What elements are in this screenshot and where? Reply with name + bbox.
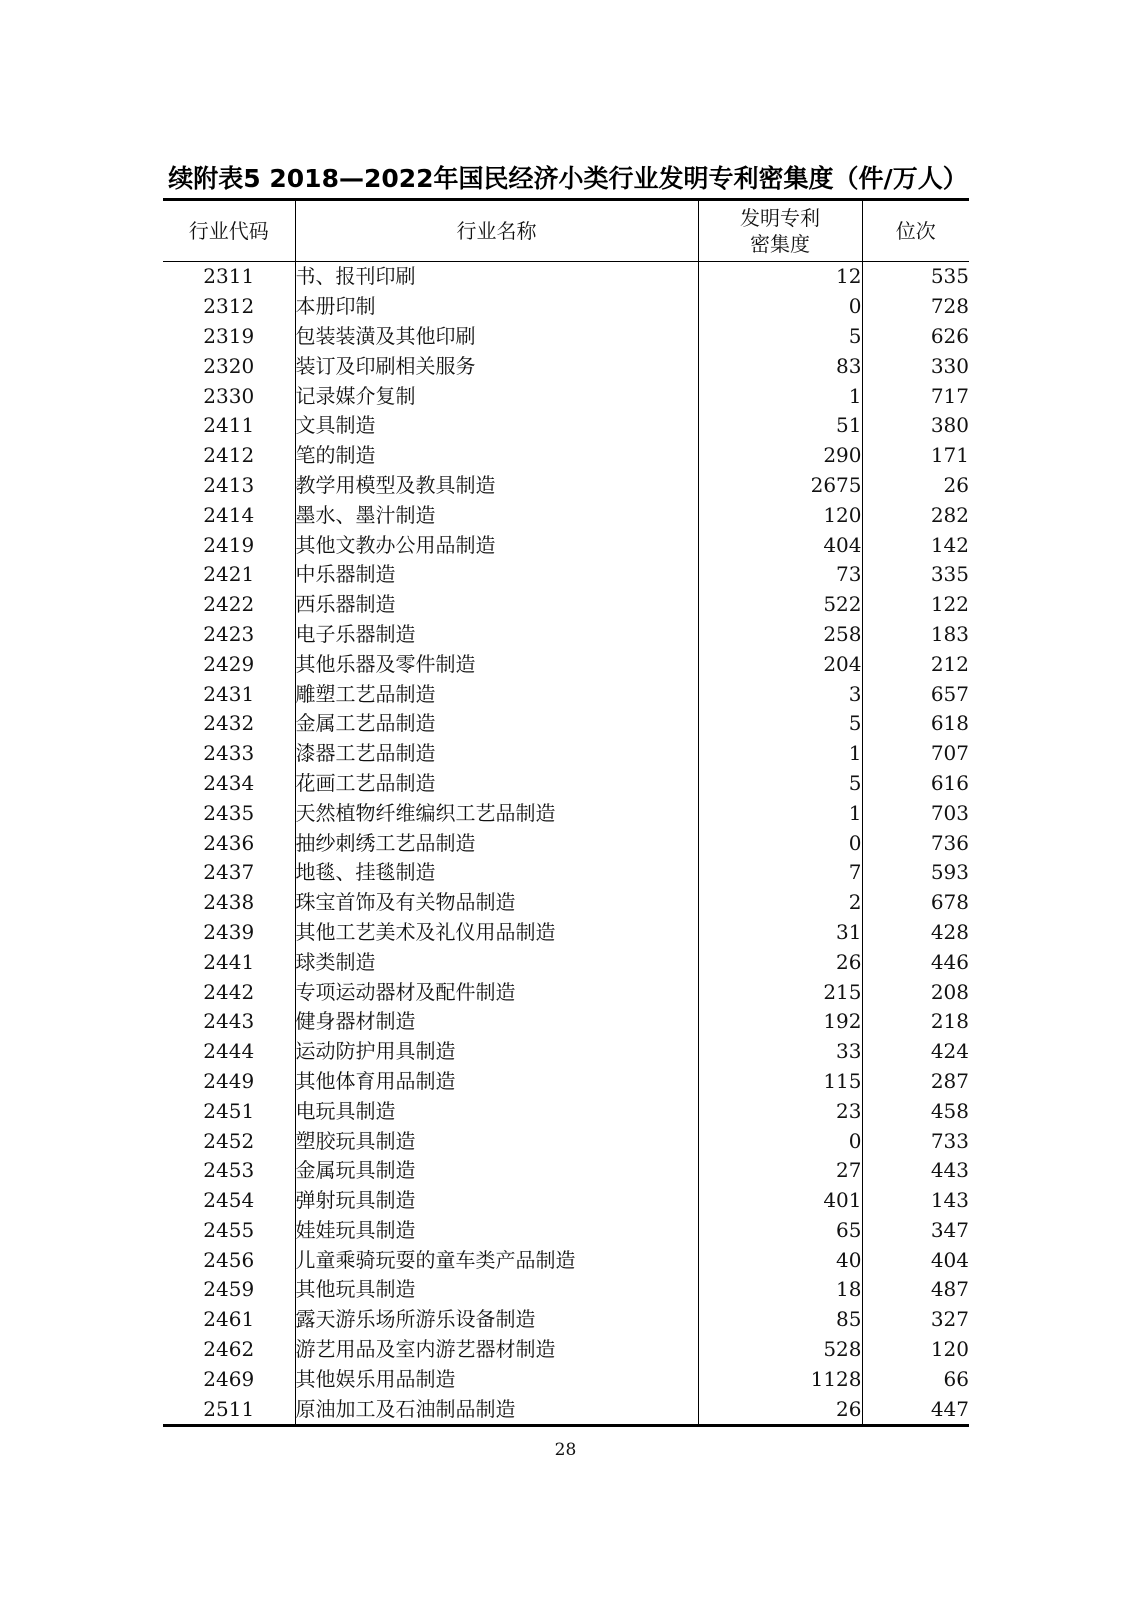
table-row [163,1364,969,1394]
patent-density-cell: 5 [698,322,862,352]
patent-density-cell: 404 [698,530,862,560]
industry-name-cell: 其他玩具制造 [295,1275,698,1305]
patent-density-cell: 1 [698,798,862,828]
industry-name-cell: 游艺用品及室内游艺器材制造 [295,1335,698,1365]
industry-name-cell: 其他娱乐用品制造 [295,1364,698,1394]
table-row [163,1037,969,1067]
rank-cell: 143 [930,1188,969,1213]
industry-code-cell: 2459 [163,1275,295,1305]
rank-cell: 142 [930,532,969,557]
patent-density-cell: 31 [698,918,862,948]
industry-code-cell: 2320 [163,351,295,381]
table-row [163,709,969,739]
table-row [163,351,969,381]
industry-code-cell: 2453 [163,1156,295,1186]
patent-density-cell: 51 [698,411,862,441]
patent-density-cell: 23 [698,1096,862,1126]
industry-name-cell: 教学用模型及教具制造 [295,471,698,501]
patent-density-cell: 1 [698,381,862,411]
industry-name-cell: 天然植物纤维编织工艺品制造 [295,798,698,828]
industry-code-cell: 2461 [163,1305,295,1335]
industry-name-cell: 娃娃玩具制造 [295,1216,698,1246]
patent-density-cell: 1 [698,739,862,769]
patent-density-cell: 26 [698,947,862,977]
rank-cell: 218 [930,1009,969,1034]
table-row [163,1275,969,1305]
industry-code-cell: 2319 [163,322,295,352]
table-row [163,918,969,948]
industry-name-cell: 健身器材制造 [295,1007,698,1037]
patent-density-cell: 192 [698,1007,862,1037]
patent-density-cell: 85 [698,1305,862,1335]
rank-cell: 717 [930,383,969,408]
industry-code-cell: 2312 [163,292,295,322]
industry-name-cell: 记录媒介复制 [295,381,698,411]
industry-code-cell: 2413 [163,471,295,501]
patent-density-cell: 115 [698,1067,862,1097]
rank-cell: 282 [930,502,969,527]
rank-cell: 443 [930,1158,969,1183]
table-row [163,1216,969,1246]
patent-density-cell: 290 [698,441,862,471]
patent-density-cell: 5 [698,709,862,739]
table-row [163,1126,969,1156]
rank-cell: 347 [930,1217,969,1242]
header-patent-density [698,200,862,262]
rank-cell: 626 [930,323,969,348]
industry-name-cell: 运动防护用具制造 [295,1037,698,1067]
patent-density-cell: 215 [698,977,862,1007]
industry-code-cell: 2449 [163,1067,295,1097]
patent-density-cell: 65 [698,1216,862,1246]
table-row [163,769,969,799]
table-row [163,1335,969,1365]
table-row [163,381,969,411]
industry-name-cell: 雕塑工艺品制造 [295,679,698,709]
table-row [163,560,969,590]
industry-name-cell: 其他文教办公用品制造 [295,530,698,560]
industry-name-cell: 包装装潢及其他印刷 [295,322,698,352]
rank-cell: 593 [930,860,969,885]
table-title: 续附表5 2018—2022年国民经济小类行业发明专利密集度（件/万人） [168,164,968,193]
header-rank: 位次 [862,200,969,262]
table-row [163,1245,969,1275]
rank-cell: 535 [930,264,969,289]
rank-cell: 122 [930,592,969,617]
industry-code-cell: 2439 [163,918,295,948]
header-industry-name: 行业名称 [295,200,698,262]
rank-cell: 428 [930,919,969,944]
patent-density-cell: 401 [698,1186,862,1216]
industry-code-cell: 2429 [163,649,295,679]
rank-cell: 447 [862,1394,969,1425]
industry-code-cell: 2444 [163,1037,295,1067]
industry-name-cell: 书、报刊印刷 [295,262,698,292]
industry-code-cell: 2455 [163,1216,295,1246]
rank-cell: 335 [930,562,969,587]
rank-cell: 404 [930,1247,969,1272]
industry-name-cell: 装订及印刷相关服务 [295,351,698,381]
table-row [163,471,969,501]
rank-cell: 728 [930,294,969,319]
industry-name-cell: 电子乐器制造 [295,620,698,650]
patent-density-cell: 0 [698,292,862,322]
table-row [163,828,969,858]
industry-code-cell: 2443 [163,1007,295,1037]
rank-cell: 171 [930,443,969,468]
rank-cell: 678 [930,890,969,915]
header-industry-code: 行业代码 [163,200,295,262]
rank-cell: 657 [930,681,969,706]
industry-code-cell: 2431 [163,679,295,709]
patent-density-cell: 7 [698,858,862,888]
industry-code-cell: 2414 [163,500,295,530]
industry-code-cell: 2436 [163,828,295,858]
industry-name-cell: 金属玩具制造 [295,1156,698,1186]
patent-density-cell: 12 [698,262,862,292]
industry-name-cell: 原油加工及石油制品制造 [295,1394,698,1425]
industry-name-cell: 球类制造 [295,947,698,977]
industry-code-cell: 2441 [163,947,295,977]
rank-cell: 703 [930,800,969,825]
industry-code-cell: 2311 [163,262,295,292]
rank-cell: 183 [930,621,969,646]
industry-code-cell: 2511 [163,1394,295,1425]
industry-name-cell: 笔的制造 [295,441,698,471]
patent-density-cell: 73 [698,560,862,590]
rank-cell: 707 [930,741,969,766]
industry-code-cell: 2435 [163,798,295,828]
patent-density-cell: 120 [698,500,862,530]
patent-density-cell: 40 [698,1245,862,1275]
industry-name-cell: 花画工艺品制造 [295,769,698,799]
industry-name-cell: 地毯、挂毯制造 [295,858,698,888]
rank-cell: 446 [930,949,969,974]
industry-name-cell: 电玩具制造 [295,1096,698,1126]
patent-density-cell: 83 [698,351,862,381]
table-row [163,262,969,292]
industry-name-cell: 珠宝首饰及有关物品制造 [295,888,698,918]
industry-code-cell: 2432 [163,709,295,739]
table-body [163,262,969,1426]
industry-code-cell: 2456 [163,1245,295,1275]
patent-density-cell: 522 [698,590,862,620]
table-row [163,858,969,888]
table-row [163,1007,969,1037]
rank-cell: 424 [930,1039,969,1064]
industry-name-cell: 金属工艺品制造 [295,709,698,739]
table-row [163,947,969,977]
table-row [163,798,969,828]
industry-code-cell: 2442 [163,977,295,1007]
rank-cell: 736 [930,830,969,855]
industry-name-cell: 漆器工艺品制造 [295,739,698,769]
table-row [163,590,969,620]
table-row [163,500,969,530]
table-row [163,739,969,769]
patent-density-cell: 27 [698,1156,862,1186]
table-row [163,441,969,471]
industry-code-cell: 2411 [163,411,295,441]
industry-name-cell: 露天游乐场所游乐设备制造 [295,1305,698,1335]
patent-density-cell: 3 [698,679,862,709]
rank-cell: 120 [930,1337,969,1362]
industry-name-cell: 其他工艺美术及礼仪用品制造 [295,918,698,948]
header-patent-density-line2: 密集度 [750,232,810,256]
patent-density-cell: 0 [698,1126,862,1156]
table-row [163,1156,969,1186]
industry-code-cell: 2462 [163,1335,295,1365]
rank-cell: 616 [930,770,969,795]
table-row [163,620,969,650]
patent-density-cell: 2 [698,888,862,918]
patent-density-cell: 258 [698,620,862,650]
patent-density-cell: 204 [698,649,862,679]
table-row [163,1394,969,1425]
page-number: 28 [554,1440,577,1460]
industry-code-cell: 2412 [163,441,295,471]
industry-name-cell: 其他体育用品制造 [295,1067,698,1097]
industry-name-cell: 专项运动器材及配件制造 [295,977,698,1007]
industry-code-cell: 2434 [163,769,295,799]
industry-name-cell: 文具制造 [295,411,698,441]
header-patent-density-line1: 发明专利 [740,206,820,230]
rank-cell: 208 [930,979,969,1004]
industry-code-cell: 2330 [163,381,295,411]
industry-code-cell: 2422 [163,590,295,620]
rank-cell: 733 [930,1128,969,1153]
table-row [163,1186,969,1216]
patent-density-cell: 528 [698,1335,862,1365]
table-row [163,530,969,560]
industry-code-cell: 2433 [163,739,295,769]
patent-density-cell: 2675 [698,471,862,501]
table-header-row [163,200,969,262]
industry-name-cell: 本册印制 [295,292,698,322]
rank-cell: 287 [930,1068,969,1093]
rank-cell: 327 [930,1307,969,1332]
industry-code-cell: 2451 [163,1096,295,1126]
rank-cell: 330 [930,353,969,378]
patent-density-cell: 26 [698,1394,862,1425]
industry-code-cell: 2423 [163,620,295,650]
rank-cell: 380 [930,413,969,438]
table-row [163,292,969,322]
industry-code-cell: 2438 [163,888,295,918]
rank-cell: 618 [930,711,969,736]
patent-density-table [163,198,969,1427]
industry-name-cell: 抽纱刺绣工艺品制造 [295,828,698,858]
table-row [163,679,969,709]
rank-cell: 212 [930,651,969,676]
industry-code-cell: 2454 [163,1186,295,1216]
industry-code-cell: 2452 [163,1126,295,1156]
table-row [163,977,969,1007]
industry-name-cell: 墨水、墨汁制造 [295,500,698,530]
industry-name-cell: 儿童乘骑玩耍的童车类产品制造 [295,1245,698,1275]
rank-cell: 458 [930,1098,969,1123]
industry-code-cell: 2421 [163,560,295,590]
industry-name-cell: 塑胶玩具制造 [295,1126,698,1156]
table-row [163,322,969,352]
table-row [163,649,969,679]
industry-name-cell: 其他乐器及零件制造 [295,649,698,679]
table-row [163,888,969,918]
rank-cell: 66 [943,1366,969,1391]
industry-code-cell: 2437 [163,858,295,888]
industry-name-cell: 中乐器制造 [295,560,698,590]
patent-density-cell: 5 [698,769,862,799]
patent-density-cell: 1128 [698,1364,862,1394]
industry-name-cell: 西乐器制造 [295,590,698,620]
industry-code-cell: 2469 [163,1364,295,1394]
table-row [163,1067,969,1097]
table-row [163,411,969,441]
table-row [163,1305,969,1335]
patent-density-cell: 0 [698,828,862,858]
rank-cell: 26 [943,472,969,497]
patent-density-cell: 33 [698,1037,862,1067]
rank-cell: 487 [930,1277,969,1302]
industry-code-cell: 2419 [163,530,295,560]
patent-density-cell: 18 [698,1275,862,1305]
industry-name-cell: 弹射玩具制造 [295,1186,698,1216]
table-row [163,1096,969,1126]
